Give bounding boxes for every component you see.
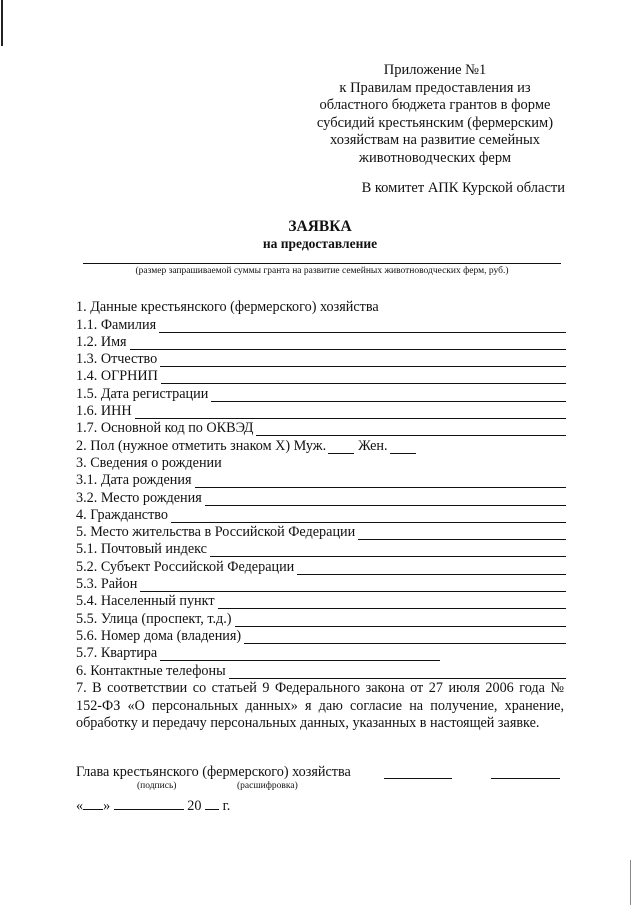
document-subtitle: на предоставление bbox=[262, 236, 378, 251]
field-label: 1.7. Основной код по ОКВЭД bbox=[76, 420, 254, 437]
consent-paragraph: 7. В соответствии со статьей 9 Федерального закона от 27 июля 2006 года № 152-ФЗ «О персональных данных» я даю согласие на получение, хранение, обработку и передачу персональных данных, указанных в настоящей заявке. bbox=[76, 680, 564, 731]
date-open-quote: « bbox=[76, 798, 84, 814]
form-row bbox=[76, 609, 566, 626]
field-label: 3.2. Место рождения bbox=[76, 489, 202, 506]
year-suffix: г. bbox=[222, 798, 231, 814]
apartment-field[interactable] bbox=[160, 648, 440, 661]
date-row bbox=[76, 798, 230, 815]
form-row bbox=[76, 350, 566, 367]
gender-label: 2. Пол (нужное отметить знаком Х) Муж. bbox=[76, 437, 327, 454]
field-label: 5.7. Квартира bbox=[76, 645, 158, 662]
field-label: 3. Сведения о рождении bbox=[76, 454, 222, 471]
signature-label: Глава крестьянского (фермерского) хозяйства bbox=[76, 764, 351, 780]
form-row bbox=[76, 557, 566, 574]
form-row bbox=[76, 367, 566, 384]
appendix-line: областного бюджета грантов в форме bbox=[319, 97, 551, 113]
phone-field[interactable] bbox=[229, 666, 566, 679]
street-field[interactable] bbox=[235, 614, 566, 627]
field-label: 4. Гражданство bbox=[76, 506, 168, 523]
appendix-line: к Правилам предоставления из bbox=[339, 79, 531, 96]
form-row bbox=[76, 454, 566, 471]
form-row bbox=[76, 333, 566, 350]
field-label: 5.1. Почтовый индекс bbox=[76, 541, 207, 558]
first-name-field[interactable] bbox=[130, 337, 566, 350]
field-label: 5.4. Населенный пункт bbox=[76, 593, 215, 610]
field-label: 5. Место жительства в Российской Федерации bbox=[76, 524, 356, 541]
date-close-quote: » bbox=[103, 798, 111, 814]
field-label: 6. Контактные телефоны bbox=[76, 662, 226, 679]
appendix-line: хозяйствам на развитие семейных bbox=[330, 132, 540, 148]
signature-caption: (подпись) bbox=[137, 781, 177, 791]
form-row bbox=[76, 627, 566, 644]
form-row bbox=[76, 506, 566, 523]
amount-field-line[interactable] bbox=[83, 263, 561, 264]
gender-female-label: Жен. bbox=[358, 437, 388, 454]
form-row bbox=[76, 315, 566, 332]
year-prefix: 20 bbox=[187, 798, 202, 814]
appendix-line: субсидий крестьянским (фермерским) bbox=[316, 114, 554, 131]
scan-edge-mark bbox=[1, 0, 3, 46]
patronymic-field[interactable] bbox=[160, 354, 566, 367]
transcript-caption: (расшифровка) bbox=[237, 781, 298, 791]
district-field[interactable] bbox=[140, 579, 566, 592]
field-label: 1.1. Фамилия bbox=[76, 316, 157, 333]
okved-field[interactable] bbox=[256, 423, 566, 436]
field-label: 5.5. Улица (проспект, т.д.) bbox=[76, 610, 232, 627]
field-label: 1.3. Отчество bbox=[76, 351, 158, 368]
field-label: 5.6. Номер дома (владения) bbox=[76, 627, 242, 644]
region-field[interactable] bbox=[297, 562, 566, 575]
form-row bbox=[76, 523, 566, 540]
field-label: 3.1. Дата рождения bbox=[76, 472, 192, 489]
form-row bbox=[76, 592, 566, 609]
form-row bbox=[76, 384, 566, 401]
form-row bbox=[76, 402, 566, 419]
field-label: 5.2. Субъект Российской Федерации bbox=[76, 558, 295, 575]
field-label: 1. Данные крестьянского (фермерского) хозяйства bbox=[76, 299, 379, 316]
field-label: 5.3. Район bbox=[76, 576, 138, 593]
form-fields bbox=[76, 298, 566, 679]
scan-edge-mark bbox=[630, 860, 631, 905]
form-row bbox=[76, 575, 566, 592]
form-row bbox=[76, 644, 566, 661]
year-field[interactable] bbox=[205, 798, 219, 810]
form-row bbox=[76, 419, 566, 436]
gender-female-mark[interactable] bbox=[390, 442, 416, 454]
appendix-line: животноводческих ферм bbox=[358, 149, 512, 166]
form-row bbox=[76, 488, 566, 505]
surname-field[interactable] bbox=[159, 320, 566, 333]
registration-date-field[interactable] bbox=[211, 389, 566, 402]
birth-place-field[interactable] bbox=[205, 493, 566, 506]
day-field[interactable] bbox=[83, 798, 103, 810]
gender-male-mark[interactable] bbox=[328, 442, 354, 454]
birth-date-field[interactable] bbox=[195, 475, 566, 488]
field-label: 1.5. Дата регистрации bbox=[76, 385, 209, 402]
form-row bbox=[76, 540, 566, 557]
citizenship-field[interactable] bbox=[171, 510, 566, 523]
gender-row bbox=[76, 436, 566, 453]
addressee: В комитет АПК Курской области bbox=[361, 180, 565, 196]
appendix-header bbox=[300, 62, 570, 167]
form-row bbox=[76, 298, 566, 315]
appendix-line: Приложение №1 bbox=[383, 62, 487, 78]
field-label: 1.4. ОГРНИП bbox=[76, 368, 158, 385]
residence-field[interactable] bbox=[358, 527, 566, 540]
form-row bbox=[76, 661, 566, 678]
postal-code-field[interactable] bbox=[210, 544, 566, 557]
inn-field[interactable] bbox=[135, 406, 566, 419]
document-title: ЗАЯВКА bbox=[288, 218, 352, 235]
field-label: 1.2. Имя bbox=[76, 333, 127, 350]
signature-field[interactable] bbox=[384, 778, 452, 779]
form-row bbox=[76, 471, 566, 488]
house-number-field[interactable] bbox=[244, 631, 566, 644]
signature-transcript-field[interactable] bbox=[491, 778, 560, 779]
amount-caption: (размер запрашиваемой суммы гранта на развитие семейных животноводческих ферм, руб.) bbox=[135, 266, 509, 276]
ogrnip-field[interactable] bbox=[161, 371, 566, 384]
field-label: 1.6. ИНН bbox=[76, 403, 132, 420]
month-field[interactable] bbox=[114, 798, 184, 810]
locality-field[interactable] bbox=[218, 596, 566, 609]
